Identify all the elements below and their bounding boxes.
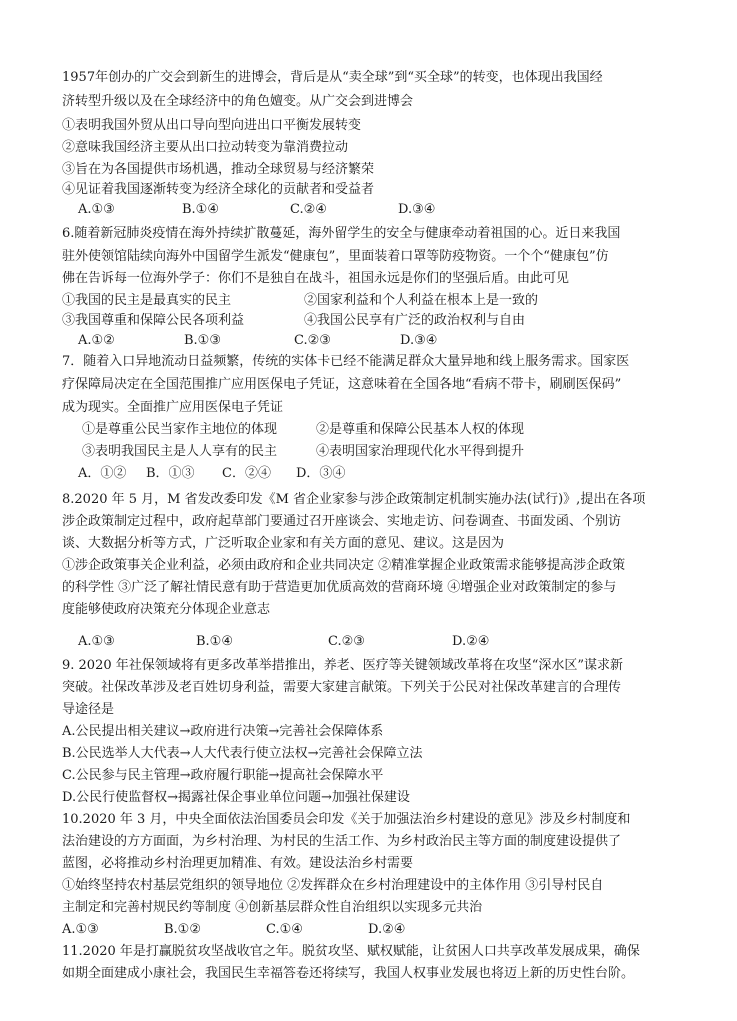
q10-options	[0, 920, 737, 940]
q5-options	[0, 200, 737, 220]
q8-option-c[interactable]: C.②③	[328, 634, 365, 649]
q8-option-a[interactable]: A.①③	[78, 634, 115, 649]
q10-option-a[interactable]: A.①③	[62, 922, 99, 937]
q10-option-b[interactable]: B.①②	[164, 922, 201, 937]
q8-option-d[interactable]: D.②④	[452, 634, 490, 649]
q6-statement-1: ①我国的民主是最真实的民主	[62, 293, 232, 308]
q5-statement-4: ④见证着我国逐渐转变为经济全球化的贡献者和受益者	[62, 182, 375, 197]
q7-option-c[interactable]: C．②④	[222, 466, 271, 481]
q5-statement-3: ③旨在为各国提供市场机遇，推动全球贸易与经济繁荣	[62, 162, 375, 177]
q7-statements-row-2	[0, 428, 737, 459]
q8-option-b[interactable]: B.①④	[196, 634, 233, 649]
q7-stem-line-3: 成为现实。全面推广应用医保电子凭证	[62, 400, 284, 415]
q5-option-c[interactable]: C.②④	[290, 202, 327, 217]
q5-statement-2: ②意味我国经济主要从出口拉动转变为靠消费拉动	[62, 140, 349, 155]
q6-option-d[interactable]: D.③④	[400, 333, 438, 348]
q8-statements-line-2: 的科学性 ③广泛了解社情民意有助于营造更加优质高效的营商环境 ④增强企业对政策制定的参与	[62, 580, 617, 595]
q7-statement-2: ②是尊重和保障公民基本人权的体现	[316, 422, 525, 437]
q10-stem-line-3: 蓝图，必将推动乡村治理更加精准、有效。建设法治乡村需要	[62, 856, 414, 871]
q9-stem-line-3: 导途径是	[62, 702, 115, 717]
q5-option-a[interactable]: A.①③	[78, 202, 115, 217]
q6-option-c[interactable]: C.②③	[294, 333, 331, 348]
q6-statements-row-2	[0, 311, 737, 331]
q8-stem-line-1: 8.2020 年 5 月，M 省发改委印发《M 省企业家参与涉企政策制定机制实施办法(试行)》,提出在各项	[62, 492, 646, 507]
q8-stem-line-3: 谈、大数据分析等方式，广泛听取企业家和有关方面的意见、建议。这是因为	[62, 536, 505, 551]
q5-option-b[interactable]: B.①④	[182, 202, 219, 217]
q7-options	[0, 452, 737, 481]
q7-stem-line-2: 疗保障局决定在全国范围推广应用医保电子凭证，这意味着在全国各地“看病不带卡，刷刷医保码”	[62, 377, 622, 392]
q6-option-b[interactable]: B.①③	[184, 333, 221, 348]
q9-option-c[interactable]: C.公民参与民主管理→政府履行职能→提高社会保障水平	[62, 768, 384, 783]
q6-statement-2: ②国家利益和个人利益在根本上是一致的	[304, 293, 539, 308]
q9-option-b[interactable]: B.公民选举人大代表→人大代表行使立法权→完善社会保障立法	[62, 746, 423, 761]
q5-option-d[interactable]: D.③④	[398, 202, 436, 217]
q10-option-c[interactable]: C.①④	[266, 922, 303, 937]
q5-stem-line-2: 济转型升级以及在全球经济中的角色嬗变。从广交会到进博会	[62, 94, 414, 109]
q10-stem-line-2: 法治建设的方方面面，为乡村治理、为村民的生活工作、为乡村政治民主等方面的制度建设提供了	[62, 834, 622, 849]
q7-option-d[interactable]: D．③④	[296, 466, 346, 481]
q7-option-a[interactable]: A．①②	[78, 466, 127, 481]
q7-statements-row-1	[0, 406, 737, 437]
q7-stem-line-1: 7．随着入口异地流动日益频繁，传统的实体卡已经不能满足群众大量异地和线上服务需求。国家医	[62, 354, 630, 369]
q6-stem-line-1: 6.随着新冠肺炎疫情在海外持续扩散蔓延，海外留学生的安全与健康牵动着祖国的心。近日来我国	[62, 226, 621, 241]
q9-option-d[interactable]: D.公民行使监督权→揭露社保企事业单位问题→加强社保建设	[62, 790, 410, 805]
q11-stem-line-1: 11.2020 年是打赢脱贫攻坚战收官之年。脱贫攻坚、赋权赋能，让贫困人口共享改革发展成果，确保	[62, 944, 640, 959]
q6-stem-line-2: 驻外使领馆陆续向海外中国留学生派发“健康包”，里面装着口罩等防疫物资。一个个“健康包”仿	[62, 249, 609, 264]
q10-option-d[interactable]: D.②④	[368, 922, 406, 937]
q8-statements-line-3: 度能够使政府决策充分体现企业意志	[62, 602, 271, 617]
q6-statement-4: ④我国公民享有广泛的政治权利与自由	[304, 313, 526, 328]
q6-options	[0, 331, 737, 351]
q10-statements-line-2: 主制定和完善村规民约等制度 ④创新基层群众性自治组织以实现多元共治	[62, 900, 483, 915]
q7-statement-4: ④表明国家治理现代化水平得到提升	[316, 444, 525, 459]
q5-statement-1: ①表明我国外贸从出口导向型向进出口平衡发展转变	[62, 118, 362, 133]
q9-option-a[interactable]: A.公民提出相关建议→政府进行决策→完善社会保障体系	[62, 724, 384, 739]
q8-stem-line-2: 涉企政策制定过程中，政府起草部门要通过召开座谈会、实地走访、问卷调查、书面发函、个别访	[62, 514, 622, 529]
q7-statement-3: ③表明我国民主是人人享有的民主	[82, 444, 278, 459]
q5-stem-line-1: 1957年创办的广交会到新生的进博会，背后是从“卖全球”到“买全球”的转变，也体现出我国经	[62, 70, 603, 85]
q9-stem-line-2: 突破。社保改革涉及老百姓切身利益，需要大家建言献策。下列关于公民对社保改革建言的合理传	[62, 680, 622, 695]
q8-statements-line-1: ①涉企政策事关企业利益，必须由政府和企业共同决定 ②精准掌握企业政策需求能够提高涉企政策	[62, 558, 626, 573]
q10-statements-line-1: ①始终坚持农村基层党组织的领导地位 ②发挥群众在乡村治理建设中的主体作用 ③引导村民自	[62, 878, 604, 893]
q8-options	[0, 632, 737, 652]
q6-statements-row-1	[0, 291, 737, 311]
q10-stem-line-1: 10.2020 年 3 月，中央全面依法治国委员会印发《关于加强法治乡村建设的意见》涉及乡村制度和	[62, 812, 631, 827]
q9-stem-line-1: 9. 2020 年社保领域将有更多改革举措推出，养老、医疗等关键领域改革将在攻坚“深水区”谋求新	[62, 658, 624, 673]
q6-option-a[interactable]: A.①②	[78, 333, 115, 348]
q6-statement-3: ③我国尊重和保障公民各项利益	[62, 313, 245, 328]
q7-statement-1: ①是尊重公民当家作主地位的体现	[82, 422, 278, 437]
q6-stem-line-3: 佛在告诉每一位海外学子：你们不是独自在战斗，祖国永远是你们的坚强后盾。由此可见	[62, 271, 570, 286]
q11-stem-line-2: 如期全面建成小康社会，我国民生幸福答卷还将续写，我国人权事业发展也将迈上新的历史性台阶。	[62, 966, 635, 981]
q7-option-b[interactable]: B．①③	[146, 466, 195, 481]
